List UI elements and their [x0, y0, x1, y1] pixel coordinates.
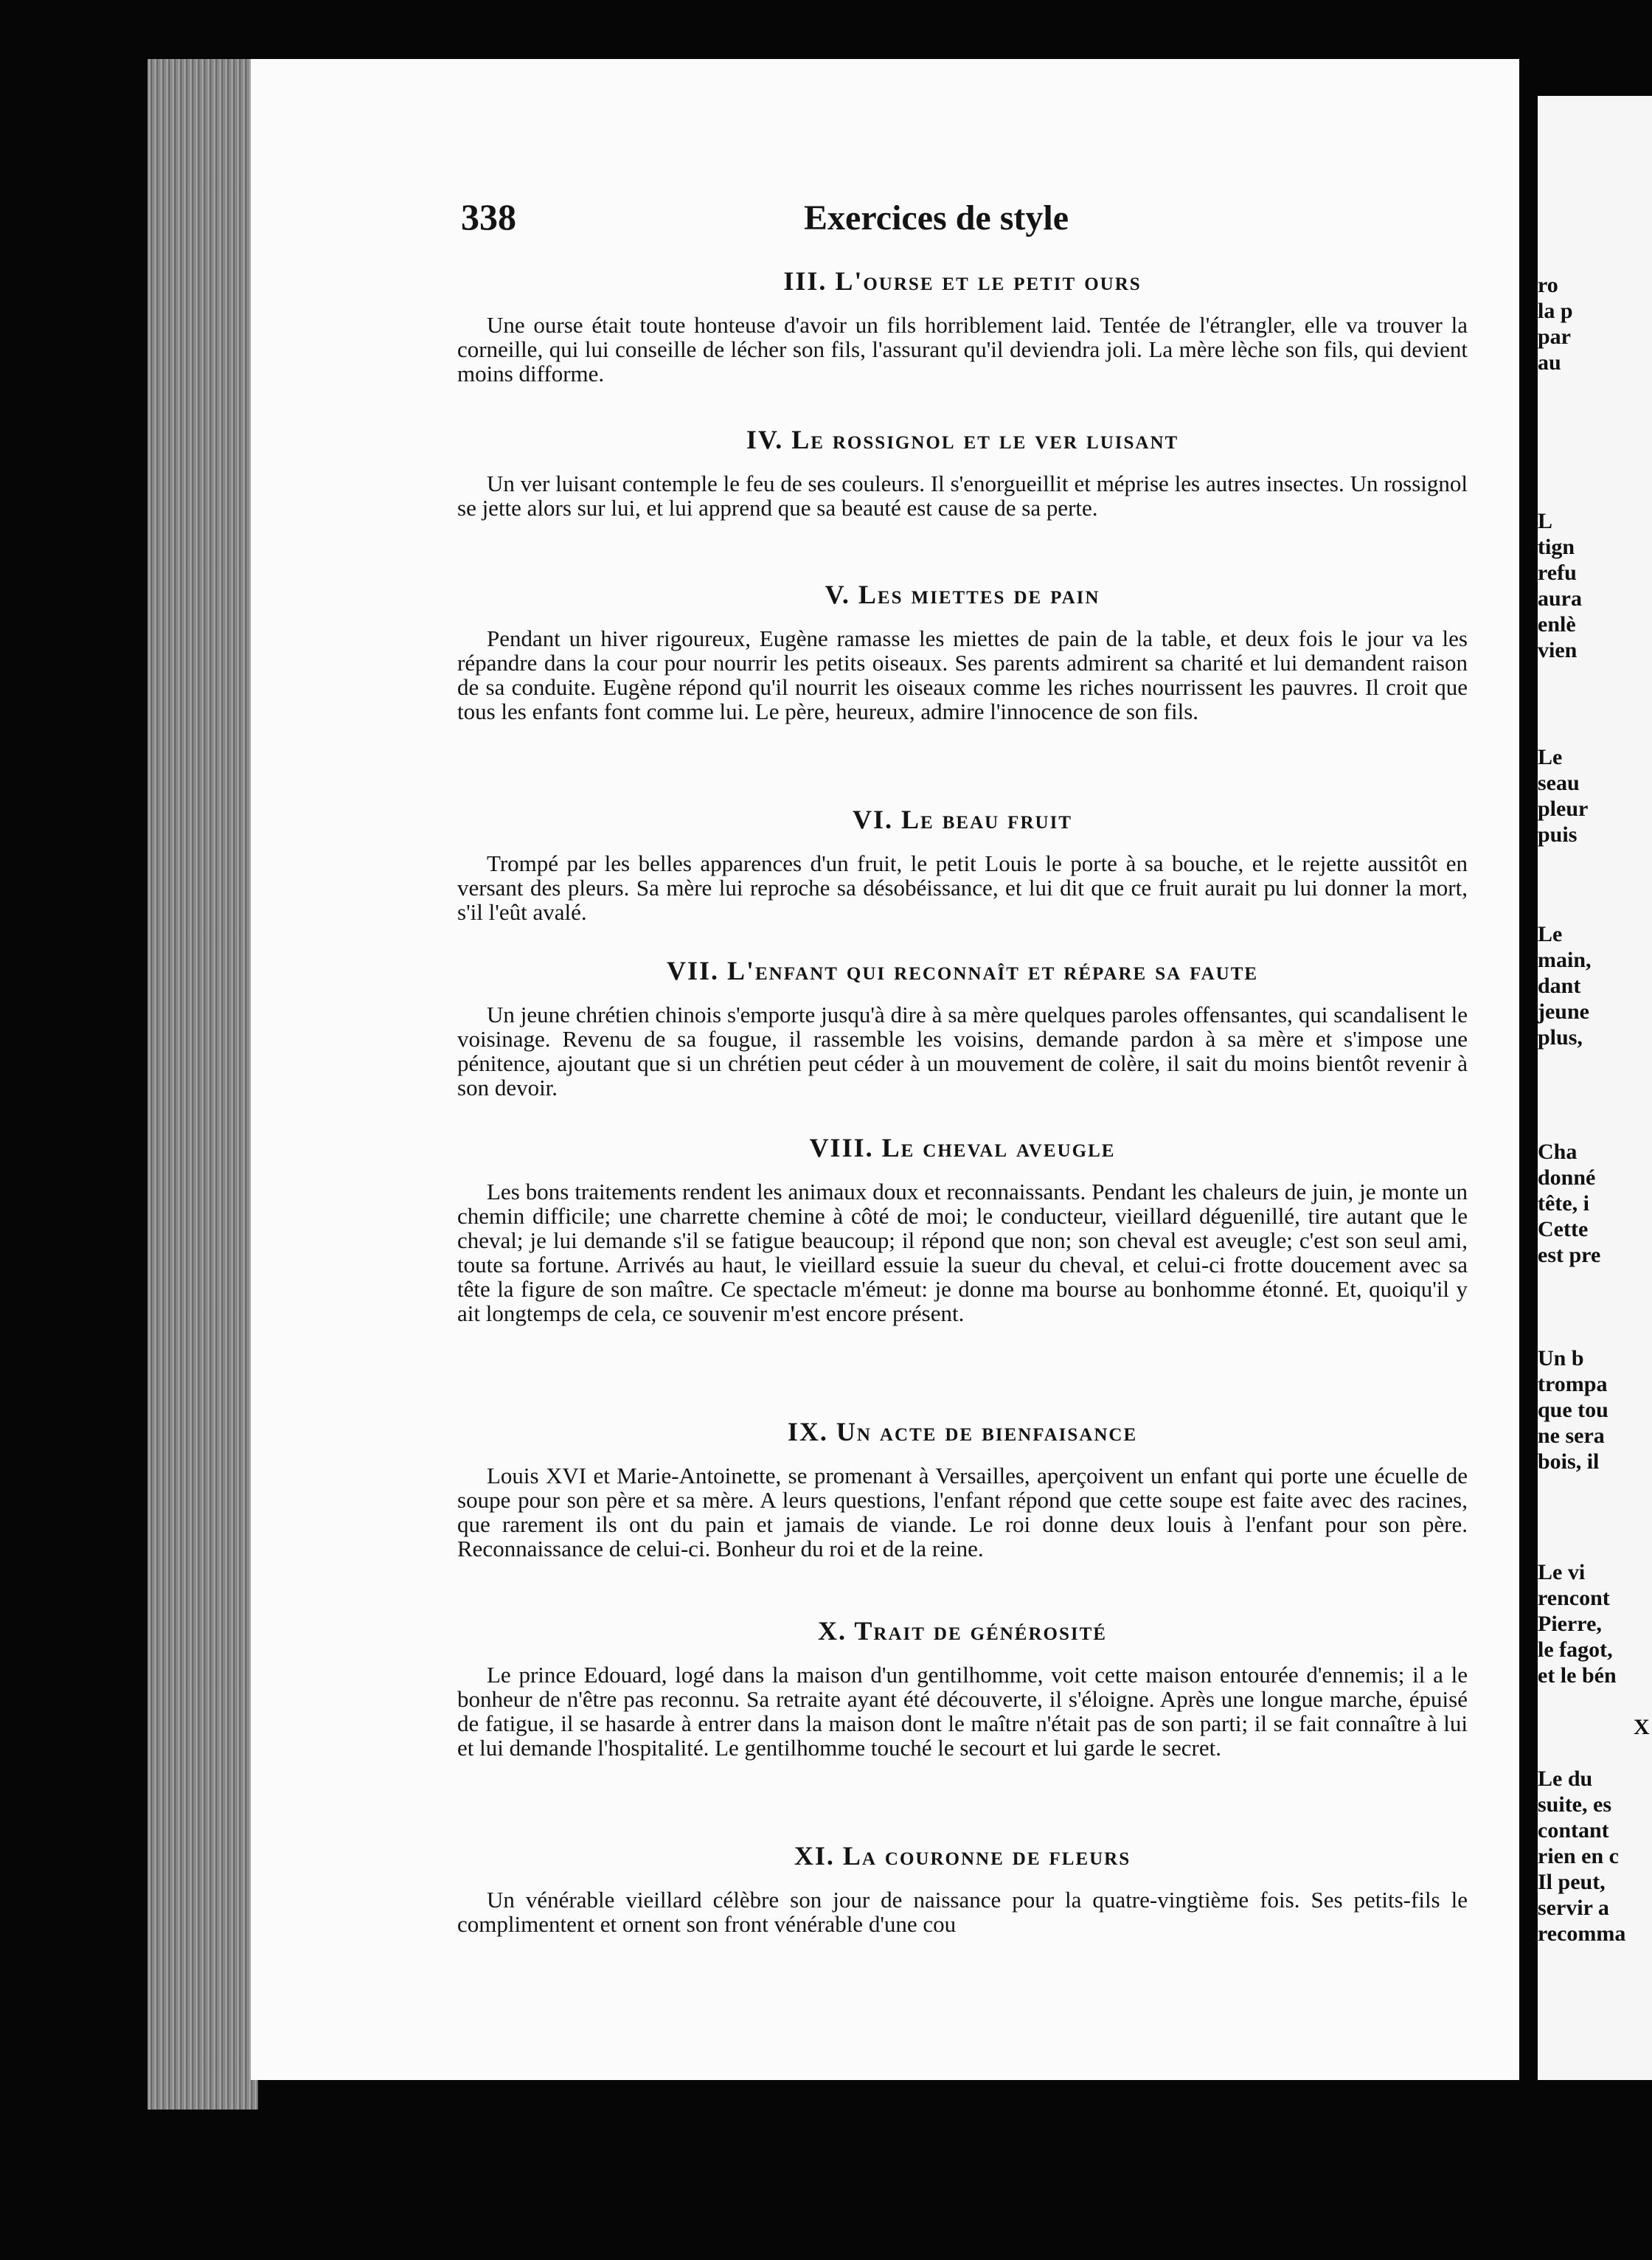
fragment-line: main, [1538, 948, 1592, 972]
fragment-line: par [1538, 325, 1571, 349]
fragment-line: X [1634, 1715, 1650, 1739]
section-3 [457, 266, 1468, 386]
section-text: Trompé par les belles apparences d'un fruit, le petit Louis le porte à sa bouche, et le rejette aussitôt en versant des pleurs. Sa mère lui reproche sa désobéissance, et lui dit que ce fruit aurait pu lui donner la mort, s'il l'eût avalé. [457, 850, 1468, 925]
section-5 [457, 579, 1468, 724]
fragment-line: recomma [1538, 1921, 1626, 1946]
section-6 [457, 804, 1468, 924]
fragment-line: L [1538, 509, 1553, 533]
section-text: Pendant un hiver rigoureux, Eugène ramasse les miettes de pain de la table, et deux fois le jour va les répandre dans la cour pour nourrir les petits oiseaux. Ses parents admirent sa charité et lui demandent raison de sa conduite. Eugène répond qu'il nourrit les oiseaux comme les riches nourrissent les pauvres. Il croit que tous les enfants font comme lui. Le père, heureux, admire l'innocence de son fils. [457, 625, 1468, 724]
fragment-line: Pierre, [1538, 1612, 1602, 1636]
book-page-edges [148, 59, 258, 2110]
fragment-line: tête, i [1538, 1191, 1589, 1216]
fragment-line: Le du [1538, 1767, 1593, 1791]
fragment-line: au [1538, 350, 1561, 375]
fragment-line: jeune [1538, 999, 1589, 1024]
section-title: XI. La couronne de fleurs [794, 1841, 1131, 1871]
section-9 [457, 1416, 1468, 1561]
fragment-line: le fagot, [1538, 1637, 1613, 1662]
section-text: Le prince Edouard, logé dans la maison d'un gentilhomme, voit cette maison entourée d'ennemis; il a le bonheur de n'être pas reconnu. Sa retraite ayant été découverte, il s'éloigne. Après une longue marche, épuisé de fatigue, il se hasarde à entrer dans la maison dont le maître n'était pas de son parti; il se fait connaître à lui et lui demande l'hospitalité. Le gentilhomme touché le secourt et lui garde le secret. [457, 1662, 1468, 1761]
section-11 [457, 1840, 1468, 1936]
section-title: VII. L'enfant qui reconnaît et répare sa faute [666, 956, 1259, 985]
fragment-line: trompa [1538, 1372, 1608, 1396]
fragment-line: que tou [1538, 1398, 1608, 1422]
fragment-line: suite, es [1538, 1792, 1611, 1817]
fragment-line: Cha [1538, 1140, 1578, 1164]
section-title: IV. Le rossignol et le ver luisant [746, 425, 1179, 454]
fragment-line: servir a [1538, 1896, 1609, 1920]
section-title: IX. Un acte de bienfaisance [787, 1417, 1138, 1446]
section-text: Les bons traitements rendent les animaux doux et reconnaissants. Pendant les chaleurs de juin, je monte un chemin difficile; une charrette chemine à côté de moi; le conducteur, vieillard déguenillé, tire autant que le cheval; je lui demande s'il se fatigue beaucoup; il répond que non; son cheval est aveugle; c'est son seul ami, toute sa fortune. Arrivés au haut, le vieillard essuie la sueur du cheval, et celui-ci frotte doucement avec sa tête la figure de son maître. Ce spectacle m'émeut: je donne ma bourse au bonhomme étonné. Et, quoiqu'il y ait longtemps de cela, ce souvenir m'est encore présent. [457, 1179, 1468, 1326]
fragment-line: rien en c [1538, 1844, 1619, 1868]
fragment-line: et le bén [1538, 1663, 1617, 1688]
section-text: Louis XVI et Marie-Antoinette, se promenant à Versailles, aperçoivent un enfant qui porte une écuelle de soupe pour son père et sa mère. A leurs questions, l'enfant répond que cette soupe est faite avec des racines, que rarement ils ont du pain et jamais de viande. Le roi donne deux louis à l'enfant pour son père. Reconnaissance de celui-ci. Bonheur du roi et de la reine. [457, 1463, 1468, 1561]
fragment-line: ro [1538, 273, 1558, 297]
fragment-line: vien [1538, 638, 1578, 662]
fragment-line: est pre [1538, 1243, 1601, 1267]
fragment-line: pleur [1538, 797, 1589, 821]
running-head: Exercices de style [804, 198, 1069, 238]
section-4 [457, 424, 1468, 520]
fragment-line: tign [1538, 535, 1575, 559]
fragment-line: ne sera [1538, 1424, 1605, 1448]
section-title: III. L'ourse et le petit ours [783, 266, 1142, 296]
section-7 [457, 955, 1468, 1100]
facing-page-fragment [1538, 96, 1652, 2080]
fragment-line: dant [1538, 974, 1581, 998]
fragment-line: refu [1538, 561, 1577, 585]
fragment-line: puis [1538, 822, 1578, 847]
fragment-line: Un b [1538, 1346, 1584, 1370]
section-10 [457, 1615, 1468, 1760]
fragment-line: aura [1538, 586, 1582, 611]
fragment-line: plus, [1538, 1025, 1583, 1050]
fragment-line: Le [1538, 745, 1563, 769]
section-text: Un jeune chrétien chinois s'emporte jusqu'à dire à sa mère quelques paroles offensantes, qui scandalisent le voisinage. Revenu de sa fougue, il rassemble les voisins, demande pardon à sa mère et s'impose une pénitence, ajoutant que si un chrétien peut céder à un mouvement de colère, il sait du moins bientôt revenir à son devoir. [457, 1002, 1468, 1100]
fragment-line: Il peut, [1538, 1870, 1606, 1894]
fragment-line: seau [1538, 771, 1580, 795]
fragment-line: enlè [1538, 612, 1576, 637]
section-title: X. Trait de générosité [818, 1616, 1107, 1646]
fragment-line: bois, il [1538, 1449, 1600, 1474]
fragment-line: la p [1538, 299, 1573, 323]
fragment-line: donné [1538, 1165, 1596, 1190]
fragment-line: Le [1538, 922, 1563, 946]
section-8 [457, 1132, 1468, 1325]
section-text: Un ver luisant contemple le feu de ses couleurs. Il s'enorgueillit et méprise les autres insectes. Un rossignol se jette alors sur lui, et lui apprend que sa beauté est cause de sa perte. [457, 471, 1468, 521]
section-title: VIII. Le cheval aveugle [809, 1133, 1116, 1162]
book-page [251, 59, 1519, 2080]
fragment-line: Cette [1538, 1217, 1589, 1241]
section-title: V. Les miettes de pain [825, 580, 1100, 609]
page-number: 338 [461, 196, 516, 238]
section-text: Un vénérable vieillard célèbre son jour de naissance pour la quatre-vingtième fois. Ses petits-fils le complimentent et ornent son front vénérable d'une cou [457, 1887, 1468, 1937]
fragment-line: contant [1538, 1818, 1609, 1843]
fragment-line: rencont [1538, 1586, 1610, 1610]
fragment-line: Le vi [1538, 1560, 1586, 1584]
section-text: Une ourse était toute honteuse d'avoir un fils horriblement laid. Tentée de l'étrangler, elle va trouver la corneille, qui lui conseille de lécher son fils, l'assurant qu'il deviendra joli. La mère lèche son fils, qui devient moins difforme. [457, 312, 1468, 387]
section-title: VI. Le beau fruit [853, 805, 1072, 834]
